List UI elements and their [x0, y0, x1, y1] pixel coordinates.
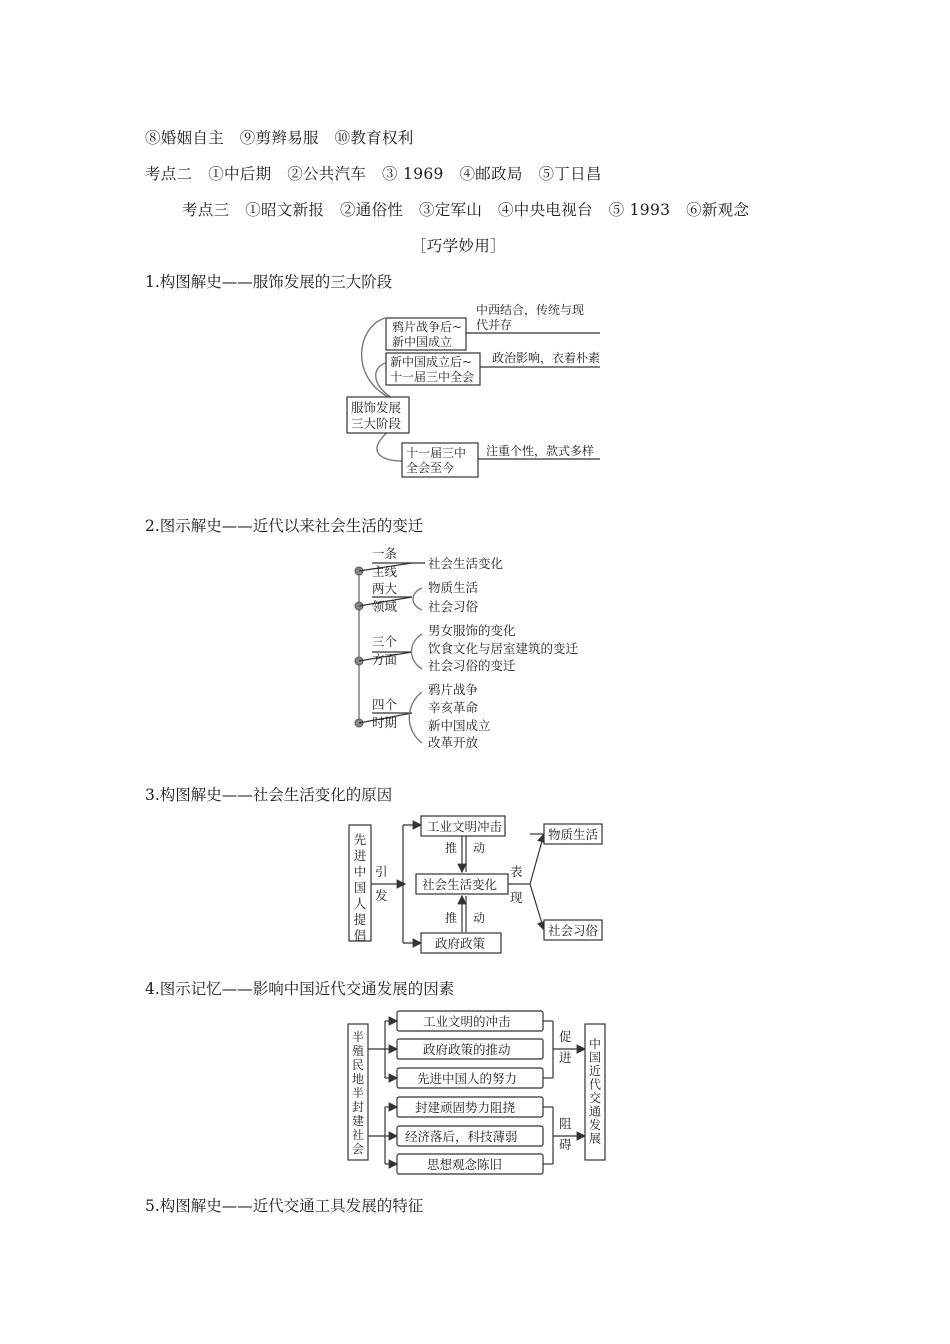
d4-promote-1: 工业文明的冲击	[423, 1014, 511, 1029]
d3-left-char: 国	[353, 880, 367, 895]
g4-item-1: 鸦片战争	[428, 682, 479, 697]
stage-2-note: 政治影响，衣着朴素	[492, 351, 601, 365]
diagram-social-life	[350, 545, 610, 755]
d4-left-char: 地	[351, 1072, 365, 1086]
heading-2: 2.图示解史——近代以来社会生活的变迁	[145, 517, 424, 535]
d4-promote-2: 政府政策的推动	[423, 1042, 511, 1057]
d4-right-char: 中	[588, 1037, 602, 1051]
d3-show-2: 现	[510, 890, 523, 905]
stage-2-line-1: 新中国成立后~	[390, 355, 473, 369]
heading-4: 4.图示记忆——影响中国近代交通发展的因素	[145, 980, 455, 998]
stage-3-line-1: 十一届三中	[406, 446, 467, 460]
g3-item-1: 男女服饰的变化	[428, 623, 516, 638]
heading-3: 3.构图解史——社会生活变化的原因	[145, 786, 393, 804]
d4-right-char: 展	[588, 1131, 602, 1146]
d3-cause-1: 引	[375, 864, 388, 879]
g2-label-1: 两大	[372, 581, 398, 596]
d3-push-top-1: 推	[445, 841, 458, 855]
stage-3-line-2: 全会至今	[406, 461, 455, 475]
d3-left-char: 人	[353, 896, 367, 911]
answer-line-1: ⑧婚姻自主 ⑨剪辫易服 ⑩教育权利	[145, 129, 414, 147]
d3-push-bottom-1: 推	[445, 911, 458, 925]
answer-line-3: 考点三 ①昭文新报 ②通俗性 ③定军山 ④中央电视台 ⑤ 1993 ⑥新观念	[182, 201, 750, 219]
d3-r2: 社会习俗	[548, 923, 599, 938]
d3-left-char: 先	[353, 832, 367, 847]
stage-1-note-line-1: 中西结合，传统与现	[476, 303, 585, 317]
g2-item-1: 物质生活	[428, 580, 479, 595]
d4-hinder-3: 思想观念陈旧	[427, 1157, 503, 1172]
d4-promote-label-2: 进	[559, 1050, 572, 1065]
d3-bottom: 政府政策	[435, 936, 486, 951]
d4-right-char: 代	[588, 1077, 602, 1092]
g4-item-4: 改革开放	[428, 735, 479, 750]
g2-item-2: 社会习俗	[428, 599, 479, 614]
d4-hinder-2: 经济落后，科技薄弱	[405, 1129, 518, 1144]
diagram-transport-factors	[345, 1008, 610, 1172]
d4-promote-label-1: 促	[559, 1029, 572, 1044]
stage-1-line-1: 鸦片战争后~	[392, 320, 463, 334]
d4-right-char: 通	[588, 1104, 602, 1119]
d4-left-char: 半	[351, 1030, 365, 1044]
diagram-causes	[345, 812, 610, 958]
section-title: ［巧学妙用］	[411, 237, 506, 255]
d4-right-text	[589, 1036, 601, 1146]
d3-left-text	[354, 832, 367, 943]
g4-label-2: 时期	[372, 715, 398, 730]
d3-left-char: 倡	[353, 928, 367, 943]
d4-left-char: 半	[351, 1086, 365, 1100]
g4-item-3: 新中国成立	[428, 718, 491, 733]
d4-right-char: 近	[588, 1064, 602, 1078]
d3-push-top-2: 动	[473, 841, 486, 855]
g1-label-1: 一条	[372, 546, 398, 561]
g4-item-2: 辛亥革命	[428, 700, 479, 715]
g3-item-3: 社会习俗的变迁	[428, 658, 516, 673]
d3-r1: 物质生活	[548, 827, 599, 842]
d3-left-char: 进	[353, 848, 367, 863]
d4-left-text	[352, 1029, 364, 1156]
d3-cause-2: 发	[375, 888, 388, 903]
d3-top: 工业文明冲击	[427, 819, 503, 834]
g3-item-2: 饮食文化与居室建筑的变迁	[428, 641, 579, 656]
d3-center: 社会生活变化	[422, 877, 498, 892]
d4-promote-3: 先进中国人的努力	[417, 1071, 518, 1086]
center-line-1: 服饰发展	[351, 400, 402, 415]
d4-left-char: 殖	[351, 1044, 365, 1058]
d4-right-char: 国	[588, 1050, 602, 1065]
d4-right-char: 交	[588, 1091, 602, 1105]
d4-left-char: 封	[351, 1100, 365, 1114]
d3-left-char: 中	[353, 864, 367, 879]
g1-item-1: 社会生活变化	[428, 556, 504, 571]
stage-1-note-line-2: 代并存	[476, 318, 513, 332]
diagram-clothing-stages	[330, 296, 620, 481]
d4-left-char: 民	[351, 1058, 365, 1072]
stage-1-line-2: 新中国成立	[392, 335, 453, 349]
g3-label-1: 三个	[372, 634, 398, 649]
d4-right-char: 发	[588, 1118, 602, 1132]
heading-1: 1.构图解史——服饰发展的三大阶段	[145, 273, 393, 291]
d4-hinder-1: 封建顽固势力阻挠	[415, 1100, 516, 1115]
d3-push-bottom-2: 动	[473, 911, 486, 925]
center-line-2: 三大阶段	[351, 416, 402, 431]
d3-show-1: 表	[510, 864, 523, 879]
g1-label-2: 主线	[372, 564, 398, 579]
g4-label-1: 四个	[372, 697, 398, 712]
g3-label-2: 方面	[372, 652, 398, 667]
d3-left-char: 提	[353, 912, 367, 927]
d4-hinder-label-2: 碍	[559, 1137, 572, 1152]
answer-line-2: 考点二 ①中后期 ②公共汽车 ③ 1969 ④邮政局 ⑤丁日昌	[145, 165, 602, 183]
stage-2-line-2: 十一届三中全会	[390, 370, 475, 384]
d4-left-char: 社	[351, 1128, 365, 1142]
d4-hinder-label-1: 阻	[559, 1116, 572, 1131]
g2-label-2: 领域	[372, 599, 398, 614]
heading-5: 5.构图解史——近代交通工具发展的特征	[145, 1197, 424, 1215]
stage-3-note: 注重个性，款式多样	[486, 444, 595, 458]
d4-left-char: 会	[351, 1142, 365, 1156]
d4-left-char: 建	[351, 1114, 365, 1128]
